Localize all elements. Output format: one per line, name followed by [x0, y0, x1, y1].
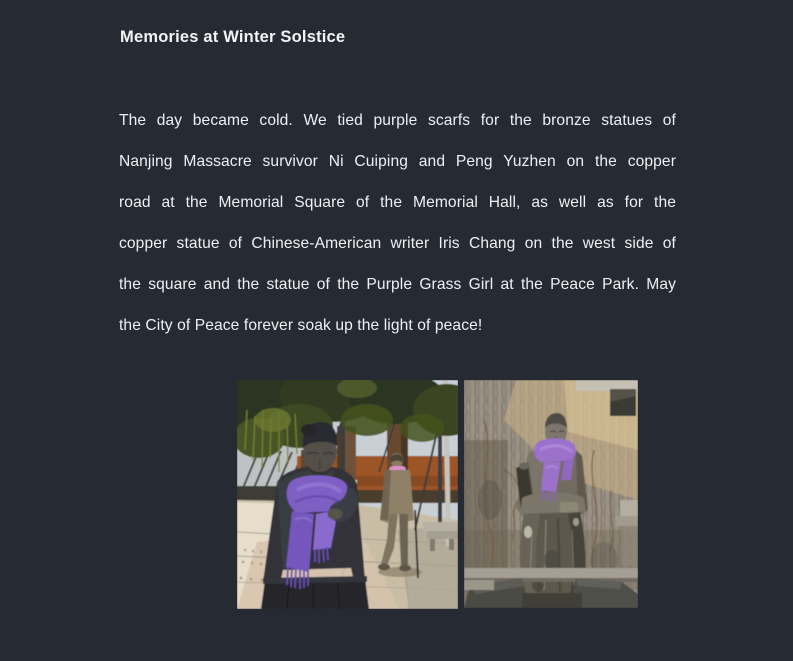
body-paragraph [119, 100, 676, 346]
paragraph-line: The day became cold. We tied purple scarfs for the bronze statues of [119, 112, 676, 129]
photo-iris-chang-statue [464, 380, 638, 608]
paragraph-line: copper statue of Chinese-American writer Iris Chang on the west side of [119, 235, 676, 252]
page-title: Memories at Winter Solstice [120, 28, 346, 46]
photo-memorial-square-statues [237, 380, 458, 609]
paragraph-line: road at the Memorial Square of the Memorial Hall, as well as for the [119, 194, 676, 211]
paragraph-line: the square and the statue of the Purple Grass Girl at the Peace Park. May [119, 276, 676, 293]
paragraph-line: the City of Peace forever soak up the light of peace! [119, 317, 483, 334]
hand [328, 509, 343, 520]
photo-left-illustration [237, 380, 458, 609]
paragraph-line: Nanjing Massacre survivor Ni Cuiping and Peng Yuzhen on the copper [119, 153, 676, 170]
photo-right-illustration [464, 380, 638, 608]
